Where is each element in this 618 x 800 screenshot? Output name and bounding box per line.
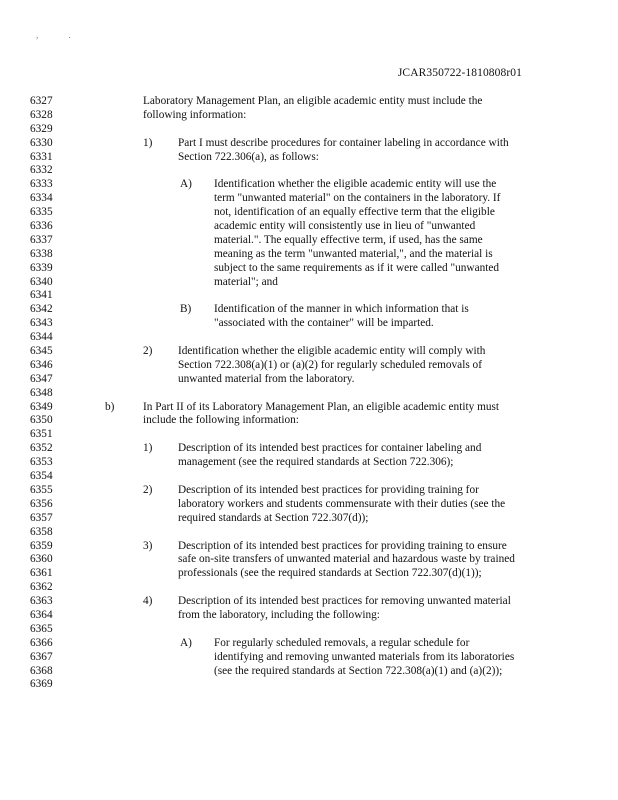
- line-text: required standards at Section 722.307(d));: [178, 511, 369, 524]
- line-number: 6346: [30, 358, 53, 371]
- line-number: 6342: [30, 303, 53, 316]
- line-text: identifying and removing unwanted materials from its laboratories: [214, 650, 515, 663]
- line-number: 6364: [30, 608, 53, 621]
- line-number: 6363: [30, 595, 53, 608]
- line-number: 6353: [30, 456, 53, 469]
- line-number: 6328: [30, 108, 53, 121]
- line-number: 6367: [30, 650, 53, 663]
- corner-mark: ,: [36, 30, 39, 40]
- document-line: [0, 442, 618, 456]
- line-number: 6330: [30, 136, 53, 149]
- line-number: 6337: [30, 233, 53, 246]
- document-line: [0, 373, 618, 387]
- line-number: 6347: [30, 372, 53, 385]
- document-line: [0, 276, 618, 290]
- line-number: 6331: [30, 150, 53, 163]
- line-number: 6338: [30, 247, 53, 260]
- document-line: [0, 289, 618, 303]
- document-line: [0, 206, 618, 220]
- line-text: Description of its intended best practices for providing training to ensure: [178, 539, 507, 552]
- line-text: from the laboratory, including the following:: [178, 608, 380, 621]
- line-number: 6368: [30, 664, 53, 677]
- document-line: [0, 414, 618, 428]
- document-line: [0, 359, 618, 373]
- line-number: 6366: [30, 636, 53, 649]
- line-text: following information:: [143, 108, 247, 121]
- line-text: Identification whether the eligible academic entity will use the: [214, 178, 497, 191]
- item-label: 1): [143, 442, 153, 455]
- document-line: [0, 651, 618, 665]
- document-line: [0, 109, 618, 123]
- line-number: 6361: [30, 567, 53, 580]
- line-number: 6356: [30, 497, 53, 510]
- line-text: academic entity will consistently use in lieu of "unwanted: [214, 220, 476, 233]
- line-number: 6336: [30, 220, 53, 233]
- line-text: Description of its intended best practices for providing training for: [178, 483, 479, 496]
- document-line: [0, 581, 618, 595]
- document-line: [0, 345, 618, 359]
- line-text: material.". The equally effective term, if used, has the same: [214, 233, 483, 246]
- document-line: [0, 678, 618, 692]
- line-text: (see the required standards at Section 722.308(a)(1) and (a)(2));: [214, 664, 503, 677]
- line-text: subject to the same requirements as if it were called "unwanted: [214, 261, 500, 274]
- document-line: [0, 470, 618, 484]
- document-line: [0, 512, 618, 526]
- document-id: JCAR350722-1810808r01: [397, 67, 522, 79]
- item-label: 2): [143, 483, 153, 496]
- document-line: [0, 637, 618, 651]
- line-number: 6340: [30, 275, 53, 288]
- line-number: 6352: [30, 442, 53, 455]
- line-number: 6362: [30, 581, 53, 594]
- document-line: [0, 387, 618, 401]
- line-number: 6355: [30, 483, 53, 496]
- line-text: not, identification of an equally effective term that the eligible: [214, 206, 495, 219]
- line-text: For regularly scheduled removals, a regular schedule for: [214, 636, 470, 649]
- corner-mark: .: [68, 30, 71, 40]
- line-number: 6344: [30, 331, 53, 344]
- document-line: [0, 234, 618, 248]
- line-text: Description of its intended best practices for removing unwanted material: [178, 595, 511, 608]
- item-label: 1): [143, 136, 153, 149]
- line-text: safe on-site transfers of unwanted material and hazardous waste by trained: [178, 553, 515, 566]
- line-number: 6341: [30, 289, 53, 302]
- line-number: 6332: [30, 164, 53, 177]
- line-text: laboratory workers and students commensurate with their duties (see the: [178, 497, 506, 510]
- document-line: [0, 137, 618, 151]
- line-number: 6357: [30, 511, 53, 524]
- line-number: 6365: [30, 622, 53, 635]
- line-number: 6345: [30, 345, 53, 358]
- line-text: material"; and: [214, 275, 278, 288]
- document-line: [0, 262, 618, 276]
- line-text: term "unwanted material" on the containers in the laboratory. If: [214, 192, 501, 205]
- line-number: 6327: [30, 95, 53, 107]
- document-line: [0, 151, 618, 165]
- line-text: In Part II of its Laboratory Management Plan, an eligible academic entity must: [143, 400, 500, 413]
- line-text: Section 722.306(a), as follows:: [178, 150, 319, 163]
- document-line: [0, 623, 618, 637]
- document-line: [0, 553, 618, 567]
- line-text: Description of its intended best practices for container labeling and: [178, 442, 482, 455]
- line-text: unwanted material from the laboratory.: [178, 372, 355, 385]
- line-number: 6350: [30, 414, 53, 427]
- document-line: [0, 95, 618, 109]
- line-text: Laboratory Management Plan, an eligible academic entity must include the: [143, 95, 483, 107]
- item-label: 4): [143, 595, 153, 608]
- line-text: Part I must describe procedures for container labeling in accordance with: [178, 136, 509, 149]
- line-text: professionals (see the required standards at Section 722.307(d)(1));: [178, 567, 482, 580]
- item-label: A): [180, 178, 192, 191]
- document-line: [0, 540, 618, 554]
- line-text: Identification whether the eligible academic entity will comply with: [178, 345, 486, 358]
- document-line: [0, 567, 618, 581]
- document-line: [0, 192, 618, 206]
- item-label: b): [105, 400, 115, 413]
- document-line: [0, 248, 618, 262]
- item-label: 2): [143, 345, 153, 358]
- document-line: [0, 123, 618, 137]
- document-body: [0, 95, 618, 692]
- line-number: 6351: [30, 428, 53, 441]
- item-label: B): [180, 303, 192, 316]
- line-number: 6343: [30, 317, 53, 330]
- line-text: include the following information:: [143, 414, 299, 427]
- document-line: [0, 665, 618, 679]
- document-line: [0, 484, 618, 498]
- document-line: [0, 331, 618, 345]
- document-line: [0, 456, 618, 470]
- document-line: [0, 595, 618, 609]
- item-label: A): [180, 636, 192, 649]
- document-line: [0, 498, 618, 512]
- line-number: 6349: [30, 400, 53, 413]
- document-line: [0, 178, 618, 192]
- document-line: [0, 428, 618, 442]
- document-line: [0, 303, 618, 317]
- line-number: 6329: [30, 122, 53, 135]
- line-number: 6369: [30, 678, 53, 691]
- line-number: 6334: [30, 192, 53, 205]
- item-label: 3): [143, 539, 153, 552]
- line-number: 6359: [30, 539, 53, 552]
- document-line: [0, 220, 618, 234]
- line-number: 6354: [30, 470, 53, 483]
- line-number: 6339: [30, 261, 53, 274]
- line-text: "associated with the container" will be imparted.: [214, 317, 434, 330]
- document-line: [0, 609, 618, 623]
- line-number: 6335: [30, 206, 53, 219]
- line-text: Section 722.308(a)(1) or (a)(2) for regularly scheduled removals of: [178, 358, 482, 371]
- document-line: [0, 317, 618, 331]
- document-line: [0, 401, 618, 415]
- line-number: 6358: [30, 525, 53, 538]
- document-line: [0, 164, 618, 178]
- line-number: 6348: [30, 386, 53, 399]
- line-number: 6360: [30, 553, 53, 566]
- line-text: management (see the required standards at Section 722.306);: [178, 456, 454, 469]
- line-text: Identification of the manner in which information that is: [214, 303, 469, 316]
- line-number: 6333: [30, 178, 53, 191]
- line-text: meaning as the term "unwanted material,", and the material is: [214, 247, 493, 260]
- document-line: [0, 526, 618, 540]
- corner-marks: [36, 30, 99, 40]
